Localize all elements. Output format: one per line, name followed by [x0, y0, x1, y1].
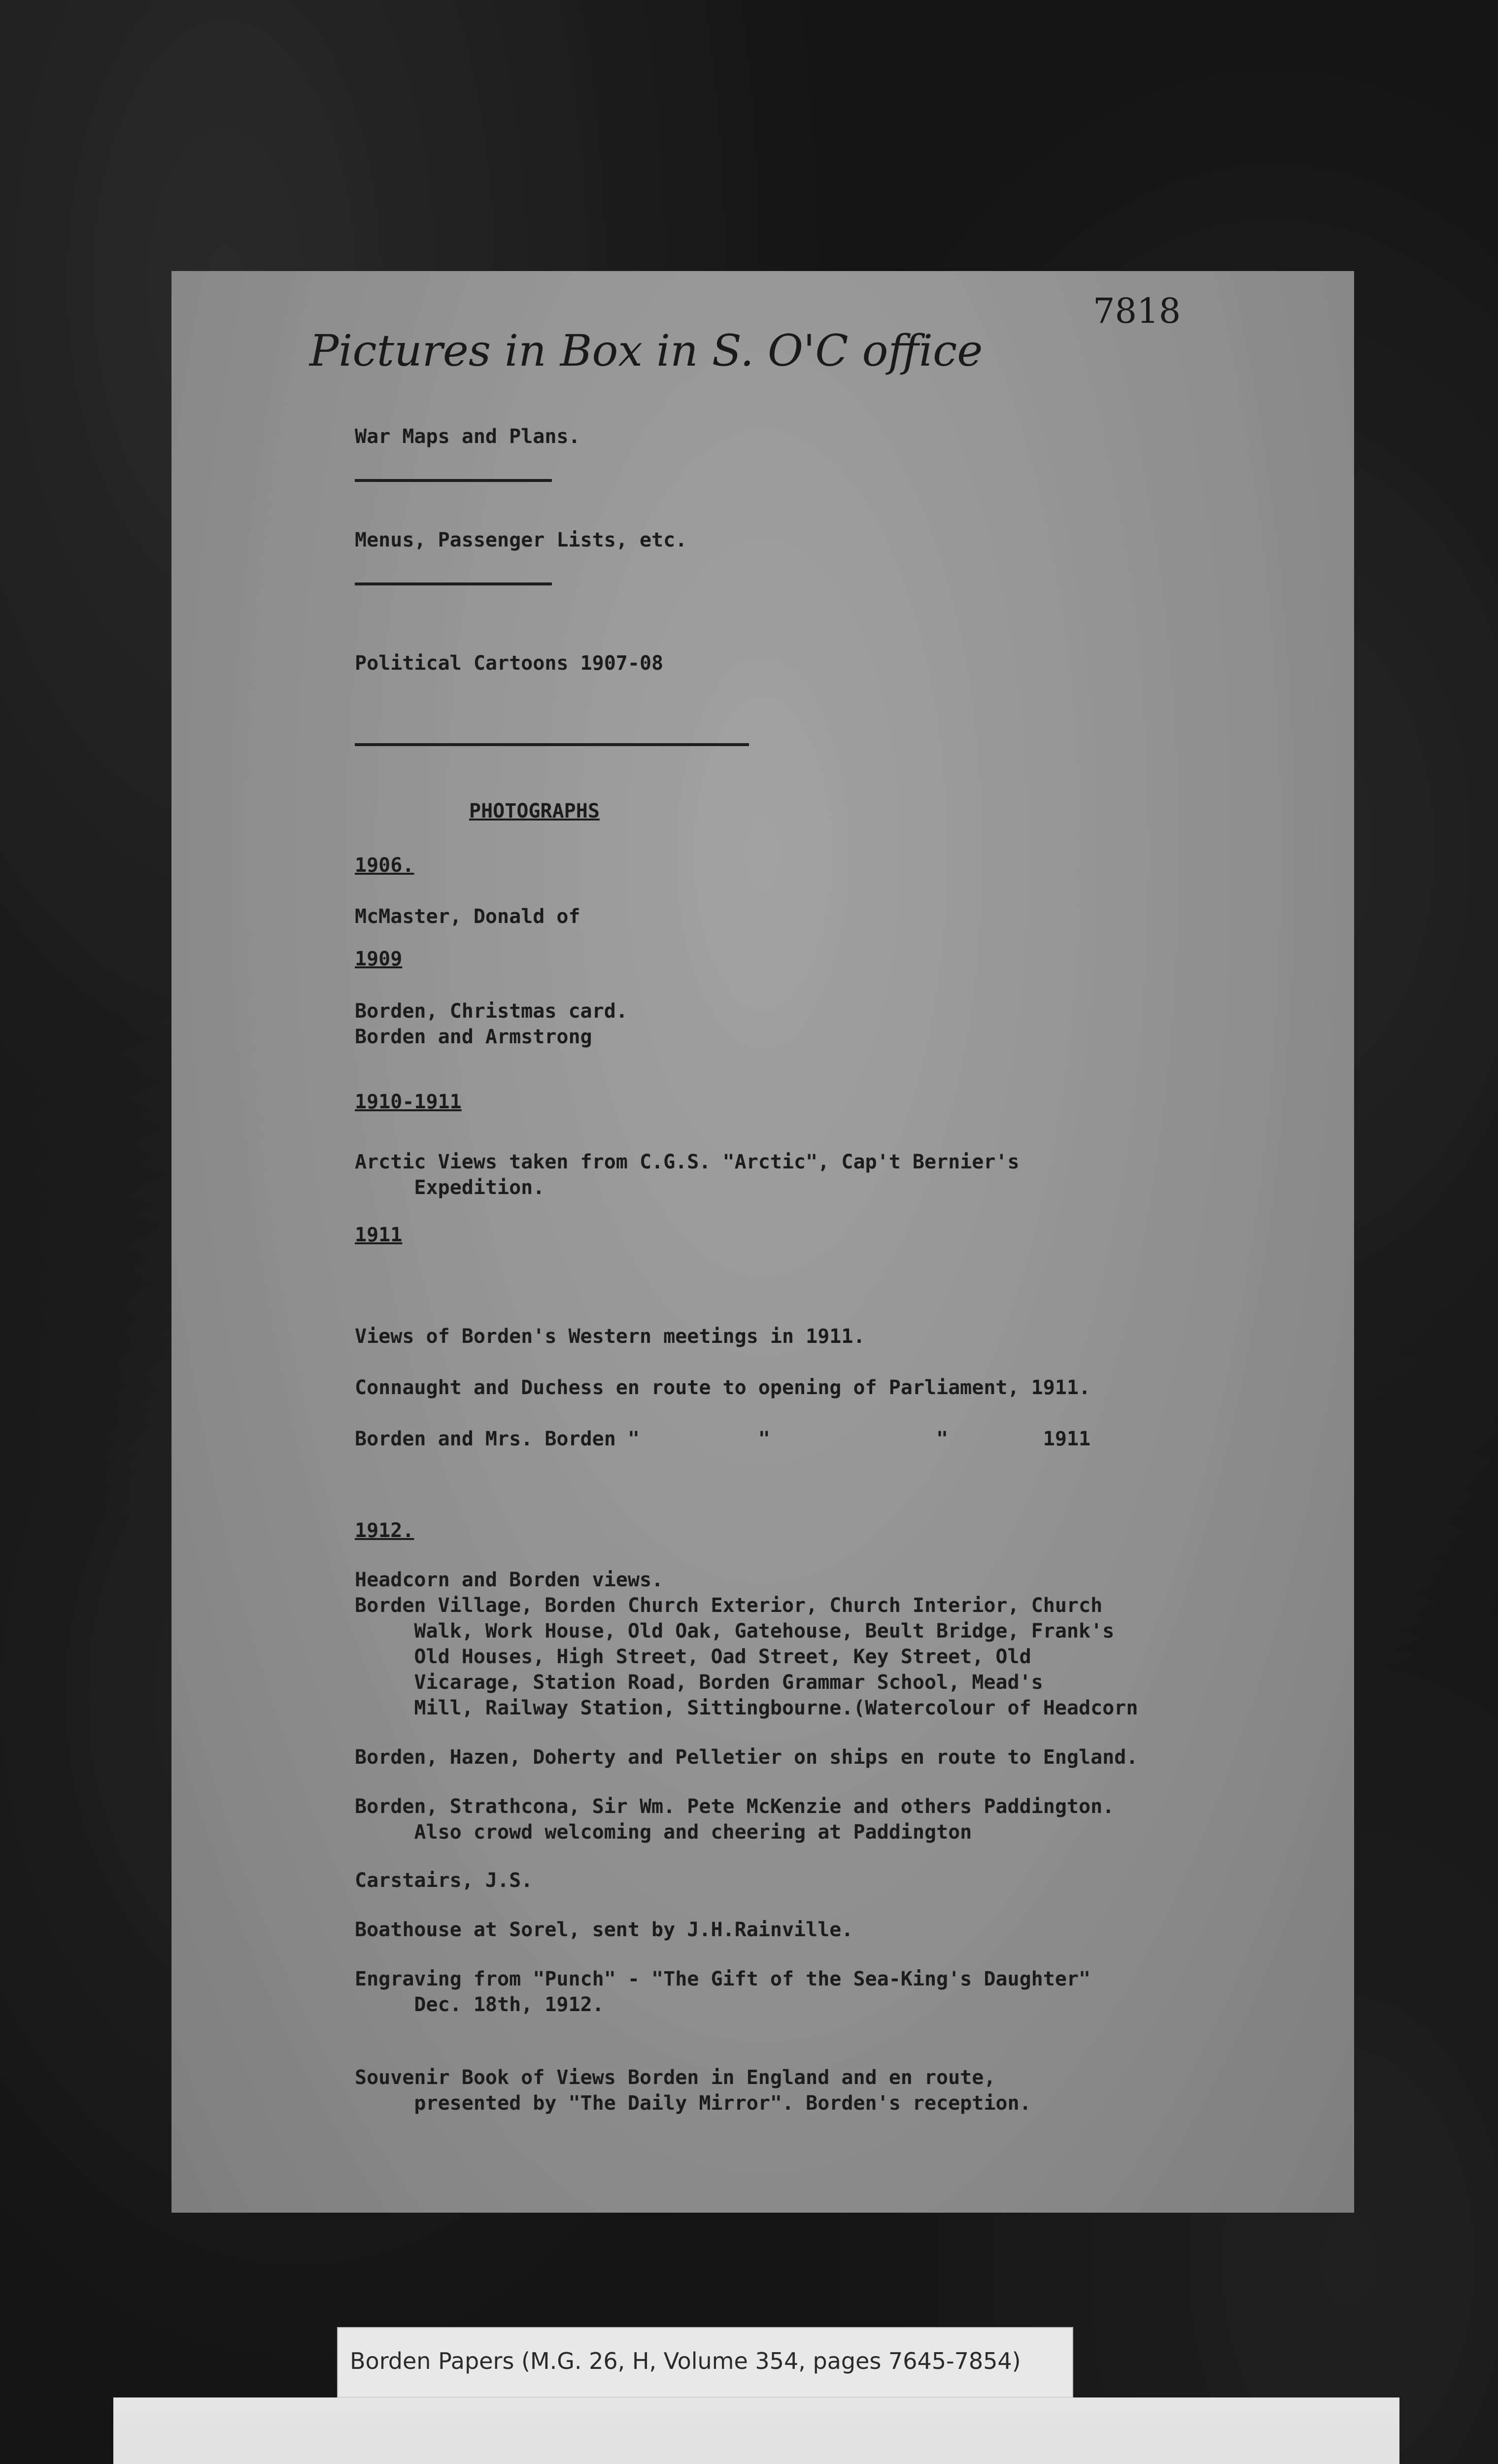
divider	[355, 479, 552, 482]
entry-line: Borden and Mrs. Borden " " " 1911	[355, 1428, 1091, 1450]
collection-label-text: Borden Papers (M.G. 26, H, Volume 354, pages 7645-7854)	[350, 2348, 1021, 2374]
entry-line: Borden and Armstrong	[355, 1026, 592, 1048]
year-heading: 1910-1911	[355, 1091, 462, 1113]
entry-line: Boathouse at Sorel, sent by J.H.Rainville.	[355, 1918, 853, 1941]
year-heading: 1911	[355, 1224, 403, 1246]
entry-line: McMaster, Donald of	[355, 905, 580, 928]
entry-line: Dec. 18th, 1912.	[355, 1993, 604, 2016]
archives-stamp	[113, 2397, 1399, 2464]
entry-line: Arctic Views taken from C.G.S. "Arctic", Cap't Bernier's	[355, 1151, 1020, 1173]
section-menus: Menus, Passenger Lists, etc.	[355, 529, 687, 551]
divider	[355, 743, 749, 746]
entry-line: Borden, Hazen, Doherty and Pelletier on ships en route to England.	[355, 1746, 1138, 1769]
entry-line: Expedition.	[355, 1176, 545, 1199]
handwritten-note: Pictures in Box in S. O'C office	[309, 325, 983, 376]
divider	[355, 582, 552, 585]
page-number: 7818	[1093, 291, 1181, 331]
entry-line: Mill, Railway Station, Sittingbourne.(Watercolour of Headcorn	[355, 1697, 1138, 1719]
entry-line: Carstairs, J.S.	[355, 1869, 533, 1892]
section-photographs: PHOTOGRAPHS	[469, 800, 600, 822]
year-heading: 1909	[355, 948, 403, 970]
document-page	[171, 271, 1354, 2213]
entry-line: Souvenir Book of Views Borden in England and en route,	[355, 2066, 996, 2089]
entry-line: Walk, Work House, Old Oak, Gatehouse, Beult Bridge, Frank's	[355, 1620, 1115, 1643]
entry-line: Borden, Christmas card.	[355, 1000, 628, 1023]
entry-line: Old Houses, High Street, Oad Street, Key Street, Old	[355, 1645, 1031, 1668]
entry-line: Also crowd welcoming and cheering at Paddington	[355, 1821, 972, 1844]
collection-label	[337, 2327, 1073, 2398]
entry-line: Borden Village, Borden Church Exterior, Church Interior, Church	[355, 1594, 1103, 1617]
entry-line: Connaught and Duchess en route to opening of Parliament, 1911.	[355, 1376, 1091, 1399]
entry-line: Borden, Strathcona, Sir Wm. Pete McKenzie and others Paddington.	[355, 1795, 1115, 1818]
section-war-maps: War Maps and Plans.	[355, 425, 580, 448]
entry-line: Headcorn and Borden views.	[355, 1569, 664, 1591]
entry-line: presented by "The Daily Mirror". Borden's reception.	[355, 2092, 1031, 2115]
entry-line: Engraving from "Punch" - "The Gift of the Sea-King's Daughter"	[355, 1968, 1091, 1990]
year-heading: 1906.	[355, 854, 414, 877]
year-heading: 1912.	[355, 1519, 414, 1542]
section-cartoons: Political Cartoons 1907-08	[355, 652, 664, 675]
entry-line: Views of Borden's Western meetings in 1911.	[355, 1325, 865, 1348]
entry-line: Vicarage, Station Road, Borden Grammar School, Mead's	[355, 1671, 1043, 1694]
